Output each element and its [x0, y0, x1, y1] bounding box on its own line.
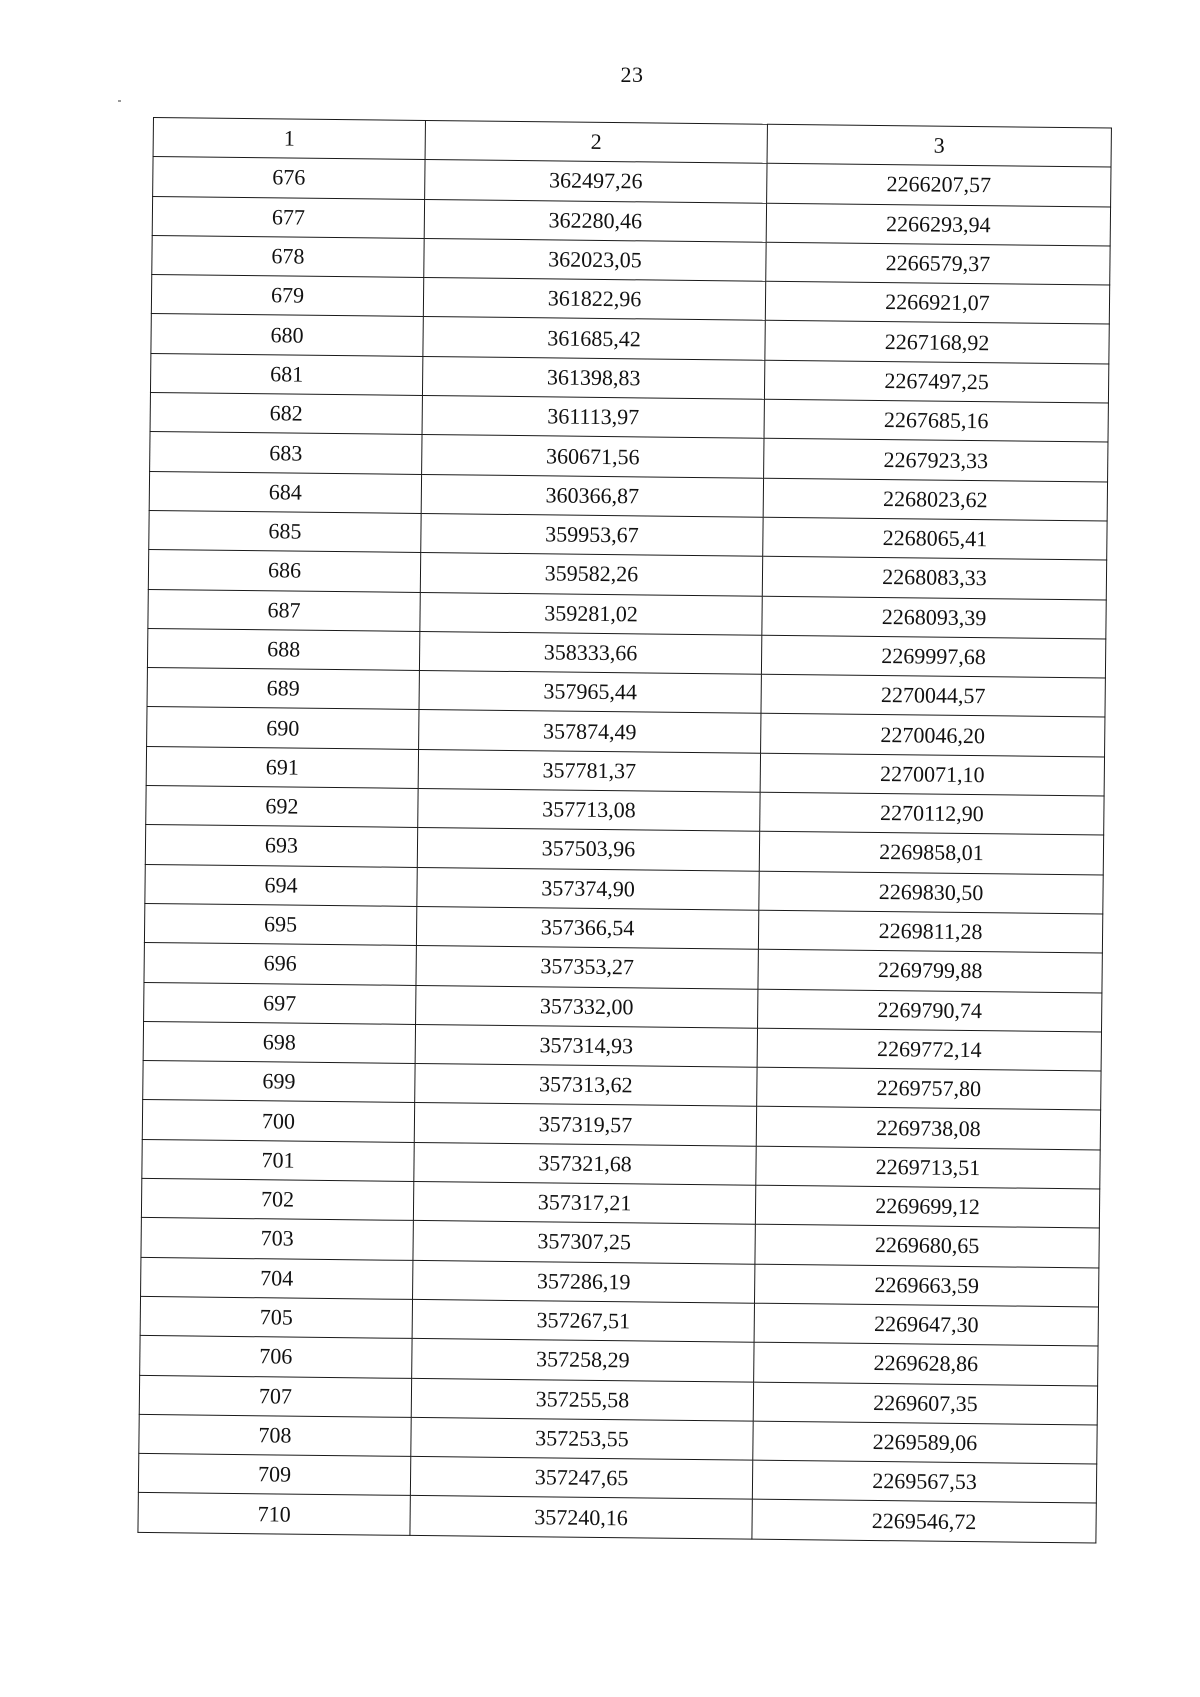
y-coordinate-cell: 2269830,50: [759, 871, 1103, 914]
x-coordinate-cell: 357314,93: [415, 1024, 757, 1067]
point-number-cell: 687: [148, 589, 420, 631]
point-number-cell: 702: [141, 1178, 413, 1220]
x-coordinate-cell: 359582,26: [420, 553, 762, 596]
x-coordinate-cell: 357267,51: [412, 1299, 754, 1342]
y-coordinate-cell: 2269628,86: [754, 1342, 1098, 1385]
y-coordinate-cell: 2267497,25: [764, 360, 1108, 403]
point-number-cell: 707: [139, 1375, 411, 1417]
x-coordinate-cell: 357253,55: [411, 1417, 753, 1460]
point-number-cell: 709: [138, 1454, 410, 1496]
x-coordinate-cell: 357258,29: [412, 1339, 754, 1382]
y-coordinate-cell: 2266921,07: [765, 281, 1109, 324]
point-number-cell: 697: [144, 982, 416, 1024]
x-coordinate-cell: 357321,68: [414, 1142, 756, 1185]
y-coordinate-cell: 2269647,30: [754, 1303, 1098, 1346]
x-coordinate-cell: 359281,02: [420, 592, 762, 635]
x-coordinate-cell: 357332,00: [416, 985, 758, 1028]
x-coordinate-cell: 357353,27: [416, 946, 758, 989]
point-number-cell: 699: [143, 1061, 415, 1103]
x-coordinate-cell: 357286,19: [413, 1260, 755, 1303]
x-coordinate-cell: 357255,58: [411, 1378, 753, 1421]
y-coordinate-cell: 2269567,53: [752, 1460, 1096, 1503]
y-coordinate-cell: 2270112,90: [760, 792, 1104, 835]
x-coordinate-cell: 357307,25: [413, 1221, 755, 1264]
y-coordinate-cell: 2266293,94: [766, 203, 1110, 246]
x-coordinate-cell: 358333,66: [419, 631, 761, 674]
scan-speck: [118, 100, 121, 102]
point-number-cell: 692: [146, 786, 418, 828]
x-coordinate-cell: 357965,44: [419, 671, 761, 714]
point-number-cell: 693: [145, 825, 417, 867]
point-number-cell: 688: [147, 628, 419, 670]
y-coordinate-cell: 2269757,80: [757, 1067, 1101, 1110]
point-number-cell: 694: [145, 864, 417, 906]
y-coordinate-cell: 2267685,16: [764, 399, 1108, 442]
x-coordinate-cell: 362497,26: [425, 160, 767, 203]
point-number-cell: 704: [141, 1257, 413, 1299]
y-coordinate-cell: 2270046,20: [761, 714, 1105, 757]
y-coordinate-cell: 2269858,01: [759, 832, 1103, 875]
coordinates-table: [137, 117, 1112, 1543]
x-coordinate-cell: 361398,83: [422, 356, 764, 399]
x-coordinate-cell: 357781,37: [418, 749, 760, 792]
y-coordinate-cell: 2267923,33: [764, 439, 1108, 482]
point-number-cell: 683: [150, 432, 422, 474]
point-number-cell: 710: [138, 1493, 410, 1535]
point-number-cell: 679: [151, 275, 423, 317]
y-coordinate-cell: 2268093,39: [762, 596, 1106, 639]
point-number-cell: 686: [148, 550, 420, 592]
x-coordinate-cell: 357319,57: [414, 1103, 756, 1146]
x-coordinate-cell: 357313,62: [415, 1064, 757, 1107]
x-coordinate-cell: 361822,96: [423, 278, 765, 321]
x-coordinate-cell: 357374,90: [417, 867, 759, 910]
page-number: 23: [620, 62, 644, 87]
y-coordinate-cell: 2269607,35: [753, 1382, 1097, 1425]
point-number-cell: 706: [140, 1336, 412, 1378]
y-coordinate-cell: 2266207,57: [767, 164, 1111, 207]
y-coordinate-cell: 2270071,10: [760, 753, 1104, 796]
coordinates-table-container: [137, 117, 1111, 1543]
y-coordinate-cell: 2269713,51: [756, 1146, 1100, 1189]
point-number-cell: 695: [144, 903, 416, 945]
column-header-3: 3: [767, 124, 1111, 167]
y-coordinate-cell: 2267168,92: [765, 321, 1109, 364]
point-number-cell: 685: [149, 510, 421, 552]
y-coordinate-cell: 2270044,57: [761, 674, 1105, 717]
point-number-cell: 700: [142, 1100, 414, 1142]
y-coordinate-cell: 2269680,65: [755, 1225, 1099, 1268]
y-coordinate-cell: 2269799,88: [758, 949, 1102, 992]
y-coordinate-cell: 2266579,37: [766, 242, 1110, 285]
y-coordinate-cell: 2268083,33: [762, 556, 1106, 599]
x-coordinate-cell: 357366,54: [416, 906, 758, 949]
point-number-cell: 681: [150, 353, 422, 395]
point-number-cell: 698: [143, 1021, 415, 1063]
y-coordinate-cell: 2269738,08: [756, 1107, 1100, 1150]
point-number-cell: 705: [140, 1296, 412, 1338]
x-coordinate-cell: 357247,65: [410, 1457, 752, 1500]
point-number-cell: 678: [152, 235, 424, 277]
column-header-2: 2: [425, 120, 767, 163]
x-coordinate-cell: 357503,96: [417, 828, 759, 871]
x-coordinate-cell: 357874,49: [419, 710, 761, 753]
column-header-1: 1: [153, 118, 425, 160]
point-number-cell: 691: [146, 746, 418, 788]
point-number-cell: 690: [147, 707, 419, 749]
x-coordinate-cell: 357713,08: [418, 789, 760, 832]
point-number-cell: 696: [144, 943, 416, 985]
y-coordinate-cell: 2269546,72: [752, 1500, 1096, 1543]
point-number-cell: 677: [152, 196, 424, 238]
point-number-cell: 703: [141, 1218, 413, 1260]
table-body: [138, 157, 1111, 1543]
point-number-cell: 684: [149, 471, 421, 513]
y-coordinate-cell: 2269699,12: [755, 1185, 1099, 1228]
x-coordinate-cell: 361685,42: [423, 317, 765, 360]
point-number-cell: 701: [142, 1139, 414, 1181]
y-coordinate-cell: 2269790,74: [758, 989, 1102, 1032]
x-coordinate-cell: 357317,21: [413, 1181, 755, 1224]
y-coordinate-cell: 2269997,68: [761, 635, 1105, 678]
point-number-cell: 676: [153, 157, 425, 199]
point-number-cell: 708: [139, 1414, 411, 1456]
y-coordinate-cell: 2269811,28: [758, 910, 1102, 953]
y-coordinate-cell: 2269772,14: [757, 1028, 1101, 1071]
y-coordinate-cell: 2269589,06: [753, 1421, 1097, 1464]
x-coordinate-cell: 360671,56: [422, 435, 764, 478]
point-number-cell: 682: [150, 393, 422, 435]
y-coordinate-cell: 2269663,59: [754, 1264, 1098, 1307]
x-coordinate-cell: 361113,97: [422, 396, 764, 439]
point-number-cell: 680: [151, 314, 423, 356]
x-coordinate-cell: 362023,05: [424, 238, 766, 281]
point-number-cell: 689: [147, 668, 419, 710]
x-coordinate-cell: 357240,16: [410, 1496, 752, 1539]
y-coordinate-cell: 2268065,41: [763, 517, 1107, 560]
y-coordinate-cell: 2268023,62: [763, 478, 1107, 521]
x-coordinate-cell: 359953,67: [421, 513, 763, 556]
x-coordinate-cell: 362280,46: [424, 199, 766, 242]
x-coordinate-cell: 360366,87: [421, 474, 763, 517]
